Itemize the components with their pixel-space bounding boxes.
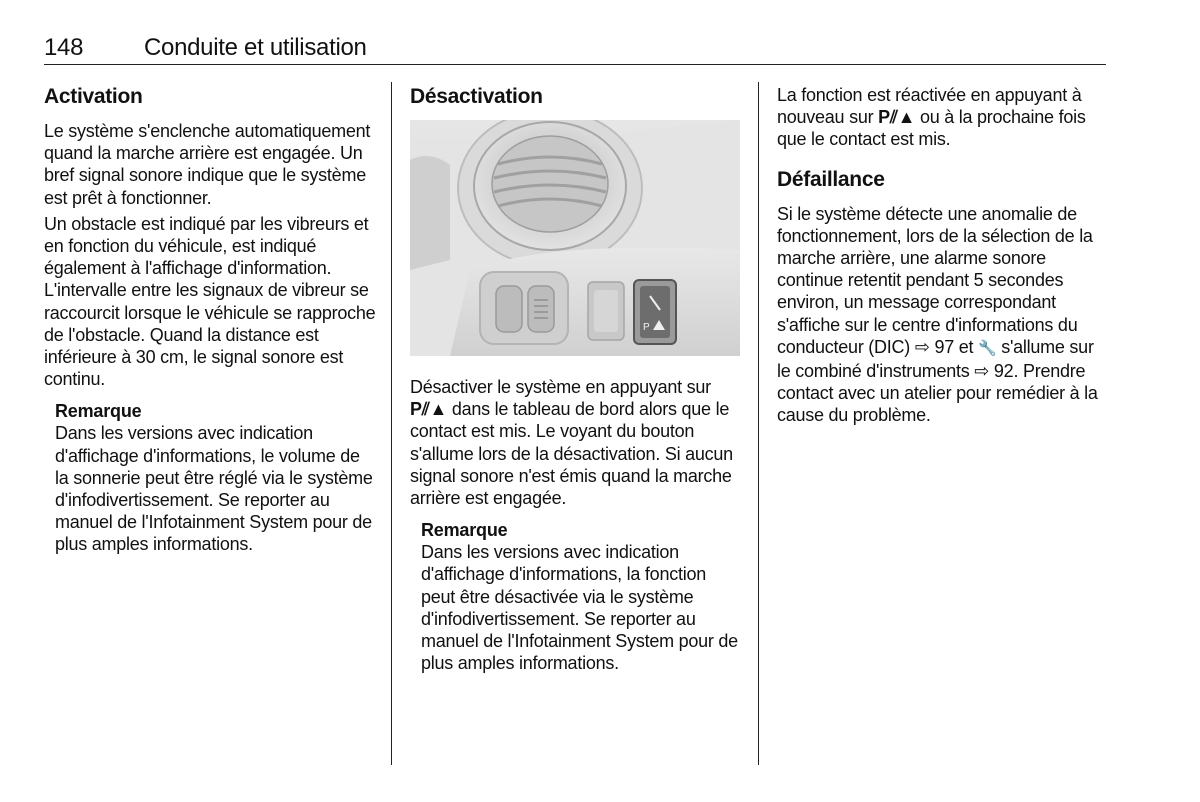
text-segment: dans le tableau de bord alors que le contact est mis. Le voyant du bouton s'allume lors de la désactivation. Si aucun signal sonore n'est émis quand la marche arrière est engagée.: [410, 399, 733, 509]
text-segment: Désactiver le système en appuyant sur: [410, 377, 711, 397]
column-divider: [391, 82, 392, 765]
page-reference-arrow-icon: ⇨: [974, 361, 990, 382]
paragraph: [777, 84, 1109, 151]
column-activation: [44, 84, 376, 556]
section-heading-deactivation: Désactivation: [410, 85, 543, 108]
text-segment: La fonction est réactivée en appuyant à nouveau sur: [777, 85, 1082, 128]
note-text: Dans les versions avec indication d'affichage d'informations, la fonction peut être désactivée via le système d'infodivertissement. Se reporter au manuel de l'Infotainment System pour de plus amples informations.: [421, 542, 738, 674]
svg-text:P: P: [643, 322, 650, 333]
note-box: [421, 519, 742, 674]
park-assist-symbol: P⫽▲: [878, 107, 916, 128]
column-reactivation-fault: [777, 84, 1109, 431]
page-reference-instruments[interactable]: 92: [993, 361, 1014, 382]
paragraph: [777, 203, 1109, 427]
chapter-title: Conduite et utilisation: [144, 34, 367, 61]
paragraph: Le système s'enclenche automatiquement quand la marche arrière est engagée. Un bref signal sonore indique que le système est prêt à fonctionner.: [44, 121, 371, 208]
paragraph: Un obstacle est indiqué par les vibreurs et en fonction du véhicule, est indiqué également à l'affichage d'information. L'intervalle entre les signaux de vibreur se raccourcit lorsque le véhicule se rapproche de l'obstacle. Quand la distance est inférieure à 30 cm, le signal sonore est continu.: [44, 213, 376, 390]
page-number: 148: [44, 34, 84, 61]
note-box: [55, 400, 376, 555]
note-text: Dans les versions avec indication d'affichage d'informations, le volume de la sonnerie peut être réglé via le système d'infodivertissement. Se reporter au manuel de l'Infotainment System pour de plus amples informations.: [55, 423, 373, 555]
page-reference-dic[interactable]: 97: [934, 336, 954, 357]
text-segment: . Prendre contact avec un atelier pour remédier à la cause du problème.: [777, 361, 1098, 426]
note-title: Remarque: [421, 520, 508, 541]
text-segment: et: [958, 336, 974, 357]
column-deactivation: [410, 84, 742, 674]
page-reference-arrow-icon: ⇨: [914, 336, 930, 357]
text-segment: s'allume sur le combiné d'instruments: [777, 336, 1094, 382]
column-divider: [758, 82, 759, 765]
section-heading-activation: Activation: [44, 85, 143, 108]
note-title: Remarque: [55, 401, 142, 422]
page-header: [44, 34, 1106, 65]
paragraph: [410, 376, 742, 509]
section-heading-fault: Défaillance: [777, 167, 885, 191]
park-assist-symbol: P⫽▲: [410, 399, 448, 420]
dashboard-illustration-graphic: [410, 120, 740, 356]
wrench-icon: 🔧: [978, 339, 997, 357]
dashboard-switch-illustration: [410, 120, 740, 356]
text-segment: ou à la prochaine fois que le contact est mis.: [777, 107, 1086, 150]
text-segment: Si le système détecte une anomalie de fonctionnement, lors de la sélection de la marche arrière, une alarme sonore continue retentit pendant 5 secondes environ, un message correspondant s'affiche sur le centre d'informations du conducteur (DIC): [777, 203, 1093, 357]
